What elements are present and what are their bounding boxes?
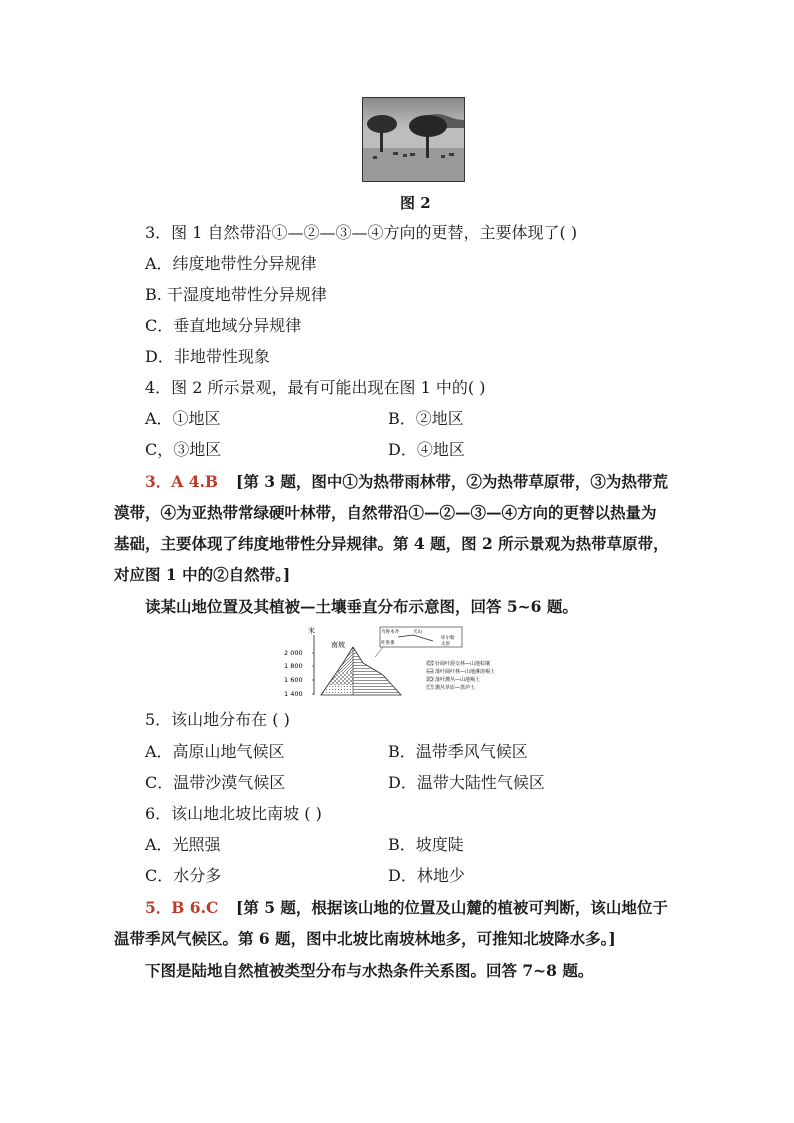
q6-stem: 6．该山地北坡比南坡 ( ): [145, 804, 322, 823]
inset-label: 乌鲁木齐: [381, 630, 399, 635]
q3-option-c: C．垂直地域分异规律: [145, 316, 302, 335]
q5-option-b: B．温带季风气候区: [388, 742, 528, 761]
answer34-label: 3．A 4.B: [145, 472, 218, 491]
q4-option-a: A．①地区: [145, 409, 221, 428]
q5-option-d: D．温带大陆性气候区: [388, 773, 545, 792]
diagram-ytick: 1 600: [284, 676, 303, 684]
diagram-ytick: 2 000: [284, 649, 303, 657]
legend-item: 针阔叶混交林—山地棕壤: [435, 661, 491, 667]
q5-stem: 5．该山地分布在 ( ): [145, 710, 290, 729]
inset-label: 库尔勒: [441, 636, 455, 641]
diagram-unit: 米: [308, 627, 315, 635]
answer34-line-3: 基础，主要体现了纬度地带性分异规律。第 4 题，图 2 所示景观为热带草原带，: [114, 534, 669, 553]
inset-label: 太原: [441, 642, 450, 647]
intro-5-6: 读某山地位置及其植被—土壤垂直分布示意图，回答 5~6 题。: [145, 597, 578, 616]
diagram-ytick: 1 800: [284, 662, 303, 670]
q6-option-b: B．坡度陡: [388, 835, 464, 854]
diagram-ytick: 1 400: [284, 690, 303, 698]
answer34-line-1: [第 3 题，图中①为热带雨林带，②为热带草原带，③为热带荒: [236, 472, 668, 491]
figure2-photo: [362, 97, 465, 182]
q5-option-c: C．温带沙漠气候区: [145, 773, 286, 792]
answer56-line-1: [第 5 题，根据该山地的位置及山麓的植被可判断，该山地位于: [236, 898, 668, 917]
q3-option-a: A．纬度地带性分异规律: [145, 254, 317, 273]
answer34-line-4: 对应图 1 中的②自然带。]: [114, 565, 291, 584]
answer56-line-2: 温带季风气候区。第 6 题，图中北坡比南坡林地多，可推知北坡降水多。]: [114, 929, 616, 948]
q5-option-a: A．高原山地气候区: [145, 742, 285, 761]
intro-7-8: 下图是陆地自然植被类型分布与水热条件关系图。回答 7~8 题。: [145, 961, 594, 980]
q4-option-c: C，③地区: [145, 440, 222, 459]
diagram-slope-label: 南坡: [331, 641, 345, 649]
q3-option-b: B. 干湿度地带性分异规律: [145, 285, 327, 304]
q6-option-c: C．水分多: [145, 866, 222, 885]
legend-item: 灌丛草原—黑垆土: [435, 685, 476, 691]
mountain-vegetation-soil-diagram: [283, 625, 503, 703]
answer56-label: 5．B 6.C: [145, 898, 219, 917]
legend-item: 落叶灌丛—山地褐土: [435, 677, 481, 683]
inset-label: 天山: [413, 630, 422, 635]
figure2-caption: 图 2: [400, 194, 431, 212]
q3-option-d: D．非地带性现象: [145, 347, 270, 366]
answer34-line-2: 漠带，④为亚热带常绿硬叶林带，自然带沿①—②—③—④方向的更替以热量为: [114, 503, 657, 522]
q4-stem: 4．图 2 所示景观，最有可能出现在图 1 中的( ): [145, 378, 486, 397]
q4-option-b: B．②地区: [388, 409, 464, 428]
q4-option-d: D．④地区: [388, 440, 465, 459]
legend-item: 落叶阔叶林—山地淋溶褐土: [435, 669, 496, 675]
q6-option-a: A．光照强: [145, 835, 221, 854]
inset-label: 吐鲁番: [381, 641, 395, 646]
q3-stem: 3．图 1 自然带沿①—②—③—④方向的更替，主要体现了( ): [145, 223, 578, 242]
q6-option-d: D．林地少: [388, 866, 465, 885]
